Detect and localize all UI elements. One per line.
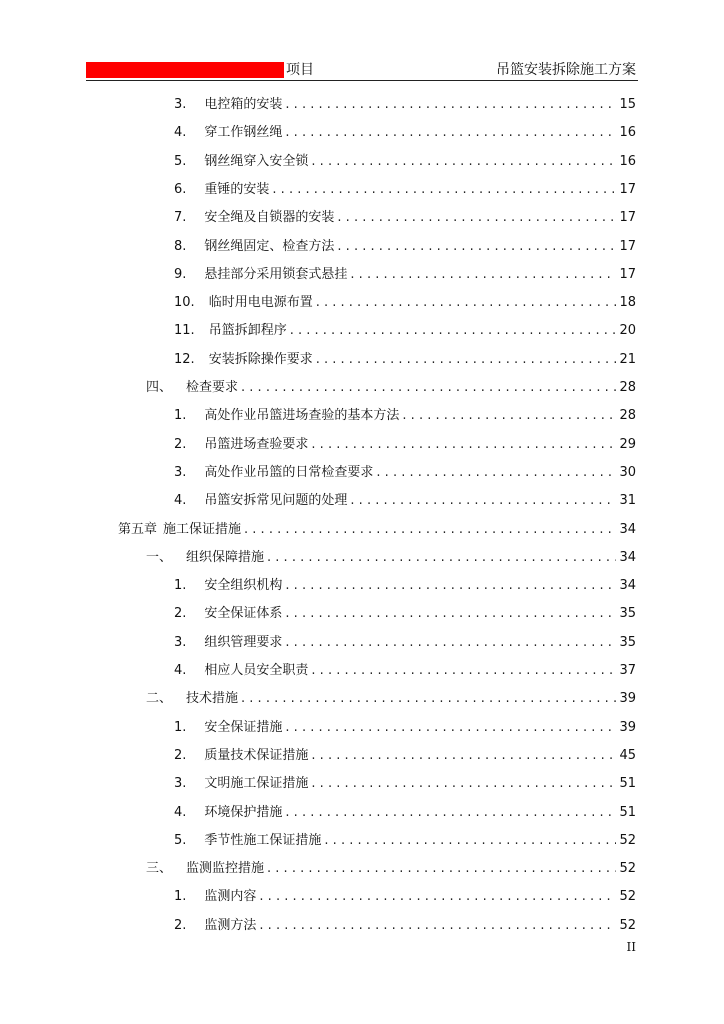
header-divider — [86, 80, 638, 81]
toc-entry-number: 3. — [174, 776, 187, 792]
toc-entry-page: 15 — [619, 97, 636, 112]
toc-entry-number: 4. — [174, 125, 187, 141]
toc-entry-number: 2. — [174, 436, 187, 452]
toc-entry[interactable] — [174, 804, 636, 822]
toc-entry-number: 1. — [174, 578, 187, 594]
toc-dot-leader — [350, 266, 616, 284]
toc-entry-number: 1. — [174, 719, 187, 735]
toc-entry[interactable] — [174, 917, 636, 935]
toc-entry-page: 35 — [619, 606, 636, 622]
toc-dot-leader — [285, 804, 616, 822]
toc-entry[interactable] — [146, 379, 636, 397]
toc-entry[interactable] — [174, 209, 636, 227]
toc-entry-title: 检查要求 — [186, 380, 239, 395]
toc-entry-title: 穿工作钢丝绳 — [204, 125, 283, 141]
toc-entry-number: 11. — [174, 323, 195, 339]
toc-entry-page: 29 — [619, 436, 636, 452]
toc-entry-title: 高处作业吊篮进场查验的基本方法 — [204, 408, 400, 424]
toc-entry-page: 52 — [619, 832, 636, 848]
toc-entry[interactable] — [174, 124, 636, 142]
toc-dot-leader — [272, 181, 616, 199]
toc-dot-leader — [290, 322, 617, 340]
toc-entry-title: 安全保证措施 — [204, 719, 283, 735]
toc-entry-title: 安全保证体系 — [204, 606, 283, 622]
toc-entry-number: 4. — [174, 804, 187, 820]
toc-entry-title: 电控箱的安装 — [204, 97, 283, 112]
header-project-label: 项目 — [286, 62, 314, 78]
toc-entry-number: 1. — [174, 408, 187, 424]
toc-entry-number: 第五章 — [118, 521, 158, 537]
toc-dot-leader — [285, 124, 616, 142]
toc-entry-page: 34 — [619, 549, 636, 565]
toc-entry-title: 施工保证措施 — [163, 521, 242, 537]
toc-dot-leader — [350, 492, 616, 510]
toc-entry-title: 临时用电电源布置 — [208, 295, 313, 311]
toc-entry-page: 52 — [619, 917, 636, 933]
toc-entry-page: 51 — [619, 804, 636, 820]
toc-entry-number: 7. — [174, 210, 187, 226]
toc-entry-page: 31 — [619, 493, 636, 509]
toc-entry[interactable] — [174, 96, 636, 114]
toc-entry-page: 51 — [619, 776, 636, 792]
toc-entry[interactable] — [174, 464, 636, 482]
toc-entry-page: 39 — [619, 719, 636, 735]
toc-dot-leader — [311, 747, 616, 765]
toc-entry-number: 1. — [174, 889, 187, 905]
toc-dot-leader — [311, 775, 616, 793]
toc-dot-leader — [285, 634, 616, 652]
toc-entry[interactable] — [174, 747, 636, 765]
toc-entry-number: 一、 — [146, 549, 173, 565]
toc-entry-page: 35 — [619, 634, 636, 650]
toc-entry-title: 组织保障措施 — [186, 549, 265, 565]
toc-entry-number: 6. — [174, 181, 187, 197]
toc-entry-number: 5. — [174, 153, 187, 169]
toc-entry[interactable] — [174, 832, 636, 850]
toc-entry-page: 34 — [619, 578, 636, 594]
toc-entry[interactable] — [174, 634, 636, 652]
toc-dot-leader — [337, 238, 616, 256]
toc-entry-title: 技术措施 — [186, 691, 239, 707]
toc-entry-title: 吊篮拆卸程序 — [208, 323, 287, 339]
toc-entry-title: 安全绳及自锁器的安装 — [204, 210, 335, 226]
toc-dot-leader — [337, 209, 616, 227]
toc-entry[interactable] — [174, 266, 636, 284]
toc-entry-number: 9. — [174, 266, 187, 282]
toc-entry[interactable] — [174, 436, 636, 454]
toc-dot-leader — [311, 662, 616, 680]
toc-entry-number: 10. — [174, 295, 195, 311]
toc-entry-number: 12. — [174, 351, 195, 367]
toc-entry-title: 安全组织机构 — [204, 578, 283, 594]
toc-dot-leader — [316, 351, 617, 369]
toc-dot-leader — [259, 888, 616, 906]
toc-entry-page: 28 — [619, 408, 636, 424]
toc-dot-leader — [285, 605, 616, 623]
toc-entry[interactable] — [174, 888, 636, 906]
toc-dot-leader — [244, 521, 616, 539]
page-number: II — [626, 940, 636, 954]
toc-entry[interactable] — [174, 294, 636, 312]
toc-entry[interactable] — [174, 238, 636, 256]
toc-entry-title: 钢丝绳穿入安全锁 — [204, 153, 309, 169]
toc-dot-leader — [311, 436, 616, 454]
toc-entry[interactable] — [174, 351, 636, 369]
toc-entry[interactable] — [174, 662, 636, 680]
toc-entry-page: 17 — [619, 266, 636, 282]
toc-entry-page: 39 — [619, 691, 636, 707]
toc-entry-number: 2. — [174, 917, 187, 933]
toc-entry[interactable] — [174, 775, 636, 793]
toc-entry[interactable] — [146, 860, 636, 878]
toc-dot-leader — [267, 860, 616, 878]
toc-entry-page: 52 — [619, 861, 636, 877]
toc-entry-title: 监测监控措施 — [186, 861, 265, 877]
toc-dot-leader — [267, 549, 616, 567]
toc-dot-leader — [285, 577, 616, 595]
header-document-title: 吊篮安装拆除施工方案 — [496, 62, 636, 78]
toc-entry-title: 钢丝绳固定、检查方法 — [204, 238, 335, 254]
toc-entry-title: 安装拆除操作要求 — [208, 351, 313, 367]
toc-dot-leader — [316, 294, 617, 312]
toc-entry[interactable] — [174, 577, 636, 595]
toc-entry-number: 2. — [174, 606, 187, 622]
toc-entry-page: 18 — [619, 295, 636, 311]
toc-dot-leader — [241, 690, 616, 708]
toc-entry-page: 20 — [619, 323, 636, 339]
toc-entry-number: 4. — [174, 663, 187, 678]
toc-entry-page: 34 — [619, 521, 636, 537]
toc-entry[interactable] — [118, 521, 636, 539]
toc-entry-number: 二、 — [146, 691, 173, 707]
toc-entry-page: 17 — [619, 238, 636, 254]
toc-entry-title: 吊篮进场查验要求 — [204, 436, 309, 452]
toc-entry-number: 2. — [174, 747, 187, 763]
toc-dot-leader — [285, 719, 616, 737]
header-redaction-bar — [86, 62, 284, 78]
toc-entry-number: 5. — [174, 832, 187, 848]
toc-entry[interactable] — [174, 181, 636, 199]
toc-entry-page: 52 — [619, 889, 636, 905]
toc-entry-page: 16 — [619, 153, 636, 169]
toc-entry-title: 文明施工保证措施 — [204, 776, 309, 792]
toc-entry-page: 30 — [619, 464, 636, 480]
toc-entry[interactable] — [146, 549, 636, 567]
toc-entry[interactable] — [174, 153, 636, 171]
toc-entry-page: 17 — [619, 181, 636, 197]
toc-entry[interactable] — [174, 407, 636, 425]
toc-entry-title: 环境保护措施 — [204, 804, 283, 820]
toc-entry-title: 季节性施工保证措施 — [204, 832, 322, 848]
toc-entry-title: 吊篮安拆常见问题的处理 — [204, 493, 348, 509]
toc-entry-number: 3. — [174, 634, 187, 650]
toc-entry-page: 21 — [619, 351, 636, 367]
toc-entry-page: 37 — [619, 663, 636, 678]
toc-entry-title: 监测内容 — [204, 889, 257, 905]
toc-entry[interactable] — [174, 605, 636, 623]
toc-entry-number: 三、 — [146, 861, 173, 877]
toc-entry-title: 相应人员安全职责 — [204, 663, 309, 678]
toc-dot-leader — [311, 153, 616, 171]
toc-entry-number: 8. — [174, 238, 187, 254]
toc-dot-leader — [376, 464, 616, 482]
toc-entry-title: 组织管理要求 — [204, 634, 283, 650]
toc-entry-page: 28 — [619, 380, 636, 395]
toc-entry[interactable] — [146, 690, 636, 708]
toc-entry-title: 质量技术保证措施 — [204, 747, 309, 763]
toc-entry[interactable] — [174, 322, 636, 340]
toc-entry-title: 高处作业吊篮的日常检查要求 — [204, 464, 374, 480]
toc-entry-page: 16 — [619, 125, 636, 141]
toc-dot-leader — [241, 379, 616, 397]
toc-entry[interactable] — [174, 719, 636, 737]
toc-dot-leader — [324, 832, 616, 850]
toc-dot-leader — [402, 407, 616, 425]
toc-entry[interactable] — [174, 492, 636, 510]
toc-entry-number: 4. — [174, 493, 187, 509]
toc-entry-page: 17 — [619, 210, 636, 226]
toc-dot-leader — [285, 96, 616, 114]
toc-entry-title: 重锤的安装 — [204, 181, 270, 197]
toc-entry-number: 3. — [174, 97, 187, 112]
toc-entry-title: 监测方法 — [204, 917, 257, 933]
toc-entry-title: 悬挂部分采用锁套式悬挂 — [204, 266, 348, 282]
toc-entry-number: 3. — [174, 464, 187, 480]
toc-dot-leader — [259, 917, 616, 935]
toc-entry-page: 45 — [619, 747, 636, 763]
toc-entry-number: 四、 — [146, 380, 173, 395]
